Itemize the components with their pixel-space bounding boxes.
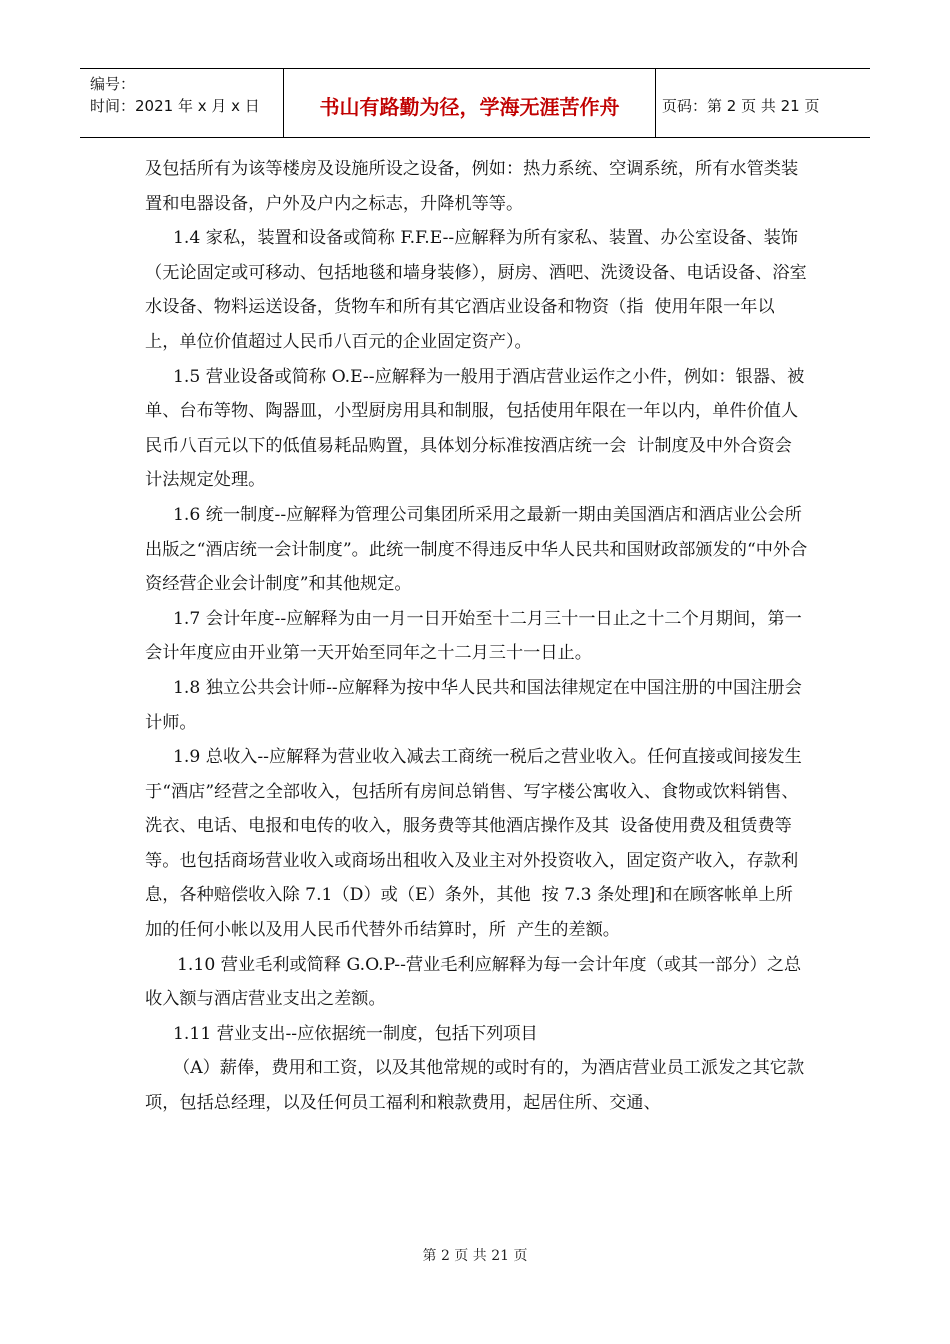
paragraph-1-7: 1.7 会计年度--应解释为由一月一日开始至十二月三十一日止之十二个月期间，第一会计年度应由开业第一天开始至同年之十二月三十一日止。 (145, 608, 802, 664)
page-footer: 第 2 页 共 21 页 (422, 1248, 528, 1264)
paragraph-continuation: 及包括所有为该等楼房及设施所设之设备，例如：热力系统、空调系统，所有水管类装置和电器设备，户外及户内之标志，升降机等等。 (145, 159, 799, 214)
paragraph-1-6: 1.6 统一制度--应解释为管理公司集团所采用之最新一期由美国酒店和酒店业公会所出版之“酒店统一会计制度”。此统一制度不得违反中华人民共和国财政部颁发的“中外合资经营企业会计制度”和其他规定。 (145, 504, 808, 595)
page-header (80, 68, 870, 138)
paragraph-1-10: 1.10 营业毛利或简释 G.O.P--营业毛利应解释为每一会计年度（或其一部分）之总收入额与酒店营业支出之差额。 (145, 954, 802, 1010)
header-meta (80, 69, 284, 137)
paragraph-1-11-a: （A）薪俸，费用和工资，以及其他常规的或时有的，为酒店营业员工派发之其它款项，包括总经理，以及任何员工福利和粮款费用，起居住所、交通、 (145, 1058, 805, 1114)
document-number-label: 编号： (90, 75, 136, 93)
header-page-info: 页码：第 2 页 共 21 页 (662, 96, 820, 115)
document-body (145, 152, 809, 1121)
paragraph-1-5: 1.5 营业设备或简称 O.E--应解释为一般用于酒店营业运作之小件，例如：银器、被单、台布等物、陶器皿，小型厨房用具和制服，包括使用年限在一年以内，单件价值人民币八百元以下的低值易耗品购置，具体划分标准按酒店统一会 计制度及中外合资会计法规定处理。 (145, 366, 805, 491)
header-motto: 书山有路勤为径，学海无涯苦作舟 (284, 69, 656, 137)
paragraph-1-4: 1.4 家私，装置和设备或简称 F.F.E--应解释为所有家私、装置、办公室设备、装饰（无论固定或可移动、包括地毯和墙身装修），厨房、酒吧、洗烫设备、电话设备、浴室水设备、物料运送设备，货物车和所有其它酒店业设备和物资（指 使用年限一年以上，单位价值超过人民币八百元的企业固定资产）。 (145, 228, 807, 352)
paragraph-1-8: 1.8 独立公共会计师--应解释为按中华人民共和国法律规定在中国注册的中国注册会计师。 (145, 677, 802, 733)
paragraph-1-11: 1.11 营业支出--应依据统一制度，包括下列项目 (173, 1023, 538, 1044)
paragraph-1-9: 1.9 总收入--应解释为营业收入减去工商统一税后之营业收入。任何直接或间接发生于“酒店”经营之全部收入，包括所有房间总销售、写字楼公寓收入、食物或饮料销售、洗衣、电话、电报和电传的收入，服务费等其他酒店操作及其 设备使用费及租赁费等等。也包括商场营业收入或商场出租收入及业主对外投资收入，固定资产收入，存款利息，各种赔偿收入除 7.1（D）或（E）条外，其他 按 7.3 条处理]和在顾客帐单上所加的任何小帐以及用人民币代替外币结算时，所 产生的差额。 (145, 747, 802, 941)
document-time-label: 时间：2021 年 x 月 x 日 (90, 97, 260, 115)
